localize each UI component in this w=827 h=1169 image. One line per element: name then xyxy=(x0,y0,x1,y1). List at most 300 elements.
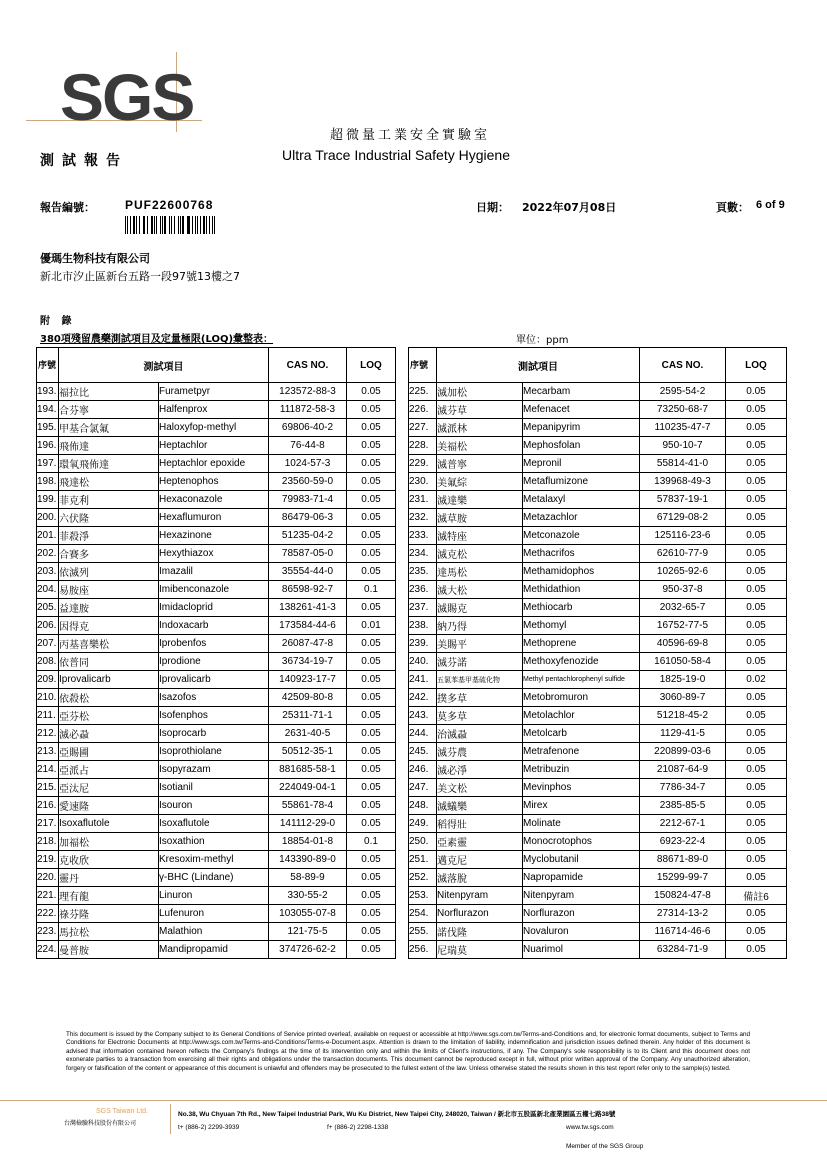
row-number: 245. xyxy=(409,743,437,761)
cas-number: 3060-89-7 xyxy=(640,689,726,707)
pesticide-table-left xyxy=(36,347,396,959)
barcode-bar xyxy=(187,216,188,234)
table-row xyxy=(37,725,396,743)
barcode-bar xyxy=(147,216,148,234)
pesticide-name-cn: 美氟綜 xyxy=(437,473,523,491)
row-number: 202. xyxy=(37,545,59,563)
table-row xyxy=(409,905,787,923)
loq-value: 0.05 xyxy=(347,779,396,797)
cas-number: 73250-68-7 xyxy=(640,401,726,419)
pesticide-name-cn: 愛速隆 xyxy=(59,797,159,815)
cas-number: 950-37-8 xyxy=(640,581,726,599)
pesticide-name-en: Metolcarb xyxy=(523,725,640,743)
table-row xyxy=(37,689,396,707)
pesticide-name-en: Iprodione xyxy=(159,653,269,671)
table-row xyxy=(37,653,396,671)
loq-value: 0.05 xyxy=(347,635,396,653)
loq-value: 0.05 xyxy=(347,671,396,689)
loq-value: 0.05 xyxy=(347,491,396,509)
row-number: 234. xyxy=(409,545,437,563)
pesticide-name-en: Isotianil xyxy=(159,779,269,797)
loq-value: 0.05 xyxy=(347,923,396,941)
row-number: 193. xyxy=(37,383,59,401)
pesticide-name-cn: 六伏隆 xyxy=(59,509,159,527)
cas-number: 27314-13-2 xyxy=(640,905,726,923)
pesticide-name-en: Heptenophos xyxy=(159,473,269,491)
row-number: 232. xyxy=(409,509,437,527)
pesticide-name-cn: 飛佈達 xyxy=(59,437,159,455)
pesticide-name-en: Mepronil xyxy=(523,455,640,473)
row-number: 255. xyxy=(409,923,437,941)
table-row xyxy=(37,635,396,653)
cas-number: 1024-57-3 xyxy=(269,455,347,473)
client-address: 新北市汐止區新台五路一段97號13樓之7 xyxy=(40,270,240,283)
table-row xyxy=(37,563,396,581)
cas-number: 1129-41-5 xyxy=(640,725,726,743)
cas-number: 78587-05-0 xyxy=(269,545,347,563)
pesticide-name-en: Isoprothiolane xyxy=(159,743,269,761)
footer-address: No.38, Wu Chyuan 7th Rd., New Taipei Industrial Park, Wu Ku District, New Taipei City, 248020, Taiwan / 新北市五股區新北產業園區五權七路38號 xyxy=(178,1111,616,1118)
table-row xyxy=(409,635,787,653)
loq-value: 0.05 xyxy=(347,401,396,419)
pesticide-name-cn: 易胺座 xyxy=(59,581,159,599)
row-number: 230. xyxy=(409,473,437,491)
pesticide-name-en: Kresoxim-methyl xyxy=(159,851,269,869)
pesticide-name-cn: 滅芬諾 xyxy=(437,653,523,671)
barcode-bar xyxy=(203,216,205,234)
loq-value: 0.1 xyxy=(347,581,396,599)
pesticide-name-cn: 亞派占 xyxy=(59,761,159,779)
pesticide-name-en: Molinate xyxy=(523,815,640,833)
cas-number: 51235-04-2 xyxy=(269,527,347,545)
loq-value: 0.05 xyxy=(347,797,396,815)
loq-value: 0.05 xyxy=(347,851,396,869)
pesticide-name-en: Metalaxyl xyxy=(523,491,640,509)
row-number: 211. xyxy=(37,707,59,725)
pesticide-name-cn: 滅達樂 xyxy=(437,491,523,509)
cas-number: 40596-69-8 xyxy=(640,635,726,653)
report-number-label: 報告編號： xyxy=(40,201,95,214)
pesticide-name-en: Methyl pentachlorophenyl sulfide xyxy=(523,671,640,689)
footer-website[interactable]: www.tw.sgs.com xyxy=(566,1124,614,1131)
pesticide-name-en: Methoprene xyxy=(523,635,640,653)
cas-number: 58-89-9 xyxy=(269,869,347,887)
pesticide-name-en: Metconazole xyxy=(523,527,640,545)
header-cas: CAS NO. xyxy=(269,348,347,383)
table-title: 380項殘留農藥測試項目及定量極限(LOQ)彙整表： xyxy=(40,334,274,345)
barcode-bar xyxy=(200,216,201,234)
cas-number: 6923-22-4 xyxy=(640,833,726,851)
barcode-bar xyxy=(206,216,207,234)
cas-number: 143390-89-0 xyxy=(269,851,347,869)
pesticide-name-en: Mevinphos xyxy=(523,779,640,797)
cas-number: 224049-04-1 xyxy=(269,779,347,797)
pesticide-name-en: Mecarbam xyxy=(523,383,640,401)
table-row xyxy=(37,815,396,833)
loq-value: 0.05 xyxy=(347,689,396,707)
row-number: 219. xyxy=(37,851,59,869)
pesticide-name-en: Hexaflumuron xyxy=(159,509,269,527)
cas-number: 138261-41-3 xyxy=(269,599,347,617)
pesticide-name-en: Monocrotophos xyxy=(523,833,640,851)
loq-value: 0.05 xyxy=(726,473,787,491)
pesticide-name-cn: Isoxaflutole xyxy=(59,815,159,833)
row-number: 208. xyxy=(37,653,59,671)
table-row xyxy=(37,671,396,689)
cas-number: 86598-92-7 xyxy=(269,581,347,599)
row-number: 201. xyxy=(37,527,59,545)
pesticide-name-en: Methoxyfenozide xyxy=(523,653,640,671)
barcode xyxy=(125,216,217,234)
loq-value: 0.05 xyxy=(726,581,787,599)
pesticide-name-cn: 美福松 xyxy=(437,437,523,455)
table-row xyxy=(37,383,396,401)
row-number: 248. xyxy=(409,797,437,815)
barcode-bar xyxy=(178,216,179,234)
row-number: 207. xyxy=(37,635,59,653)
pesticide-name-cn: 依滅列 xyxy=(59,563,159,581)
row-number: 209. xyxy=(37,671,59,689)
row-number: 237. xyxy=(409,599,437,617)
table-row xyxy=(409,617,787,635)
table-row xyxy=(37,779,396,797)
cas-number: 18854-01-8 xyxy=(269,833,347,851)
pesticide-name-en: Halfenprox xyxy=(159,401,269,419)
cas-number: 2631-40-5 xyxy=(269,725,347,743)
barcode-bar xyxy=(133,216,135,234)
cas-number: 15299-99-7 xyxy=(640,869,726,887)
pesticide-name-en: Haloxyfop-methyl xyxy=(159,419,269,437)
table-row xyxy=(409,941,787,959)
cas-number: 161050-58-4 xyxy=(640,653,726,671)
pesticide-name-cn: 邁克尼 xyxy=(437,851,523,869)
cas-number: 141112-29-0 xyxy=(269,815,347,833)
footer-fax: f+ (886-2) 2298-1338 xyxy=(327,1124,389,1131)
table-row xyxy=(37,419,396,437)
loq-value: 0.05 xyxy=(726,635,787,653)
pesticide-name-cn: 飛達松 xyxy=(59,473,159,491)
table-row xyxy=(409,653,787,671)
pesticide-table-right xyxy=(408,347,787,959)
pesticide-name-en: Norflurazon xyxy=(523,905,640,923)
table-row xyxy=(409,581,787,599)
loq-value: 0.05 xyxy=(347,527,396,545)
pesticide-name-en: Hexaconazole xyxy=(159,491,269,509)
barcode-bar xyxy=(188,216,189,234)
table-row xyxy=(37,509,396,527)
row-number: 252. xyxy=(409,869,437,887)
row-number: 217. xyxy=(37,815,59,833)
lab-name-en: Ultra Trace Industrial Safety Hygiene xyxy=(282,147,510,163)
loq-value: 0.05 xyxy=(347,941,396,959)
pesticide-name-en: Metazachlor xyxy=(523,509,640,527)
pesticide-name-en: Indoxacarb xyxy=(159,617,269,635)
loq-value: 0.05 xyxy=(347,815,396,833)
cas-number: 35554-44-0 xyxy=(269,563,347,581)
barcode-bar xyxy=(136,216,137,234)
cas-number: 140923-17-7 xyxy=(269,671,347,689)
cas-number: 125116-23-6 xyxy=(640,527,726,545)
pesticide-name-cn: 菲殺淨 xyxy=(59,527,159,545)
cas-number: 7786-34-7 xyxy=(640,779,726,797)
row-number: 253. xyxy=(409,887,437,905)
pesticide-name-cn: 滅大松 xyxy=(437,581,523,599)
loq-value: 0.05 xyxy=(726,905,787,923)
row-number: 200. xyxy=(37,509,59,527)
row-number: 212. xyxy=(37,725,59,743)
table-row xyxy=(37,455,396,473)
cas-number: 36734-19-7 xyxy=(269,653,347,671)
pesticide-name-cn: 依殺松 xyxy=(59,689,159,707)
loq-value: 0.05 xyxy=(347,437,396,455)
pesticide-name-en: Methidathion xyxy=(523,581,640,599)
table-row xyxy=(409,383,787,401)
pesticide-name-en: Mefenacet xyxy=(523,401,640,419)
table-row xyxy=(409,689,787,707)
pesticide-name-en: Hexythiazox xyxy=(159,545,269,563)
barcode-bar xyxy=(139,216,140,234)
barcode-bar xyxy=(164,216,166,234)
pesticide-name-cn: Norflurazon xyxy=(437,905,523,923)
row-number: 221. xyxy=(37,887,59,905)
pesticide-name-cn: 治滅蝨 xyxy=(437,725,523,743)
loq-value: 0.05 xyxy=(347,509,396,527)
cas-number: 86479-06-3 xyxy=(269,509,347,527)
table-row xyxy=(37,617,396,635)
cas-number: 55814-41-0 xyxy=(640,455,726,473)
row-number: 243. xyxy=(409,707,437,725)
pesticide-name-en: Mephosfolan xyxy=(523,437,640,455)
cas-number: 21087-64-9 xyxy=(640,761,726,779)
pesticide-name-cn: 克收欣 xyxy=(59,851,159,869)
loq-value: 0.05 xyxy=(726,923,787,941)
date-label: 日期： xyxy=(476,201,509,214)
page-label: 頁數： xyxy=(716,201,749,214)
pesticide-name-cn: 亞芬松 xyxy=(59,707,159,725)
loq-value: 0.05 xyxy=(347,599,396,617)
pesticide-name-cn: 莫多草 xyxy=(437,707,523,725)
pesticide-name-en: Nitenpyram xyxy=(523,887,640,905)
pesticide-name-en: Myclobutanil xyxy=(523,851,640,869)
pesticide-name-en: Isoprocarb xyxy=(159,725,269,743)
loq-value: 0.05 xyxy=(347,563,396,581)
pesticide-name-cn: 撲多草 xyxy=(437,689,523,707)
table-row xyxy=(409,599,787,617)
pesticide-name-en: Nuarimol xyxy=(523,941,640,959)
loq-value: 0.05 xyxy=(726,779,787,797)
row-number: 227. xyxy=(409,419,437,437)
row-number: 250. xyxy=(409,833,437,851)
pesticide-name-en: Isopyrazam xyxy=(159,761,269,779)
pesticide-name-cn: 滅芬草 xyxy=(437,401,523,419)
table-row xyxy=(37,491,396,509)
pesticide-name-cn: 甲基合氯氟 xyxy=(59,419,159,437)
pesticide-name-cn: 滅加松 xyxy=(437,383,523,401)
table-row xyxy=(37,581,396,599)
pesticide-name-cn: 滅特座 xyxy=(437,527,523,545)
table-row xyxy=(37,743,396,761)
loq-value: 0.05 xyxy=(726,455,787,473)
loq-value: 0.05 xyxy=(347,869,396,887)
table-row xyxy=(409,707,787,725)
cas-number: 51218-45-2 xyxy=(640,707,726,725)
pesticide-name-cn: 丙基喜樂松 xyxy=(59,635,159,653)
table-row xyxy=(409,761,787,779)
pesticide-name-cn: 滅必淨 xyxy=(437,761,523,779)
pesticide-name-cn: 滅蟻樂 xyxy=(437,797,523,815)
loq-value: 0.05 xyxy=(347,653,396,671)
table-row xyxy=(37,545,396,563)
pesticide-name-en: Metrafenone xyxy=(523,743,640,761)
row-number: 244. xyxy=(409,725,437,743)
barcode-bar xyxy=(144,216,145,234)
disclaimer-text: This document is issued by the Company subject to its General Conditions of Service printed overleaf, available on request or accessible at http://www.sgs.com.tw/Terms-and-Conditions and, for electronic format documents, subject to Terms and Conditions for Electronic Documents at http://www.sgs.com.tw/Terms-and-Conditions/Terms-e-Document.aspx. Attention is drawn to the limitation of liability, indemnification and jurisdiction issues defined therein. Any holder of this document is advised that information contained hereon reflects the Company's findings at the time of its intervention only and within the limits of Client's instructions, if any. The Company's sole responsibility is to its Client and this document does not exonerate parties to a transaction from exercising all their rights and obligations under the transaction documents. This document cannot be reproduced except in full, without prior written approval of the Company. Any unauthorized alteration, forgery or falsification of the content or appearance of this document is unlawful and offenders may be prosecuted to the fullest extent of the law. Unless otherwise stated the results shown in this test report refer only to the sample(s) tested. xyxy=(66,1031,750,1072)
cas-number: 23560-59-0 xyxy=(269,473,347,491)
cas-number: 150824-47-8 xyxy=(640,887,726,905)
row-number: 195. xyxy=(37,419,59,437)
loq-value: 0.05 xyxy=(726,797,787,815)
row-number: 233. xyxy=(409,527,437,545)
row-number: 223. xyxy=(37,923,59,941)
barcode-bar xyxy=(162,216,163,234)
pesticide-name-cn: 理有龍 xyxy=(59,887,159,905)
report-title: 測試報告 xyxy=(40,153,128,169)
barcode-bar xyxy=(127,216,128,234)
row-number: 205. xyxy=(37,599,59,617)
header-seq: 序號 xyxy=(37,348,59,383)
table-row xyxy=(37,473,396,491)
barcode-bar xyxy=(195,216,196,234)
pesticide-name-en: Hexazinone xyxy=(159,527,269,545)
cas-number: 2385-85-5 xyxy=(640,797,726,815)
cas-number: 139968-49-3 xyxy=(640,473,726,491)
table-row xyxy=(37,869,396,887)
cas-number: 220899-03-6 xyxy=(640,743,726,761)
pesticide-name-cn: 亞汰尼 xyxy=(59,779,159,797)
barcode-bar xyxy=(143,216,144,234)
row-number: 220. xyxy=(37,869,59,887)
row-number: 210. xyxy=(37,689,59,707)
pesticide-name-en: Mepanipyrim xyxy=(523,419,640,437)
appendix-label: 附 錄 xyxy=(40,316,76,327)
barcode-bar xyxy=(197,216,198,234)
table-row xyxy=(37,905,396,923)
cas-number: 2212-67-1 xyxy=(640,815,726,833)
table-row xyxy=(37,851,396,869)
pesticide-name-en: Methacrifos xyxy=(523,545,640,563)
loq-value: 0.05 xyxy=(726,437,787,455)
pesticide-name-cn: Iprovalicarb xyxy=(59,671,159,689)
row-number: 194. xyxy=(37,401,59,419)
cas-number: 950-10-7 xyxy=(640,437,726,455)
pesticide-name-en: Methiocarb xyxy=(523,599,640,617)
barcode-bar xyxy=(130,216,131,234)
pesticide-name-en: Methomyl xyxy=(523,617,640,635)
cas-number: 116714-46-6 xyxy=(640,923,726,941)
page-number: 6 of 9 xyxy=(756,199,785,211)
table-row xyxy=(37,527,396,545)
pesticide-name-cn: 美文松 xyxy=(437,779,523,797)
cas-number: 26087-47-8 xyxy=(269,635,347,653)
loq-value: 0.05 xyxy=(726,401,787,419)
table-row xyxy=(37,761,396,779)
cas-number: 374726-62-2 xyxy=(269,941,347,959)
pesticide-name-cn: 美賜平 xyxy=(437,635,523,653)
pesticide-name-cn: 福拉比 xyxy=(59,383,159,401)
loq-value: 0.05 xyxy=(726,383,787,401)
table-row xyxy=(409,887,787,905)
pesticide-name-cn: 環氧飛佈達 xyxy=(59,455,159,473)
loq-value: 0.05 xyxy=(726,743,787,761)
footer-company-en: SGS Taiwan Ltd. xyxy=(96,1108,149,1115)
pesticide-name-en: Lufenuron xyxy=(159,905,269,923)
barcode-bar xyxy=(214,216,215,234)
cas-number: 25311-71-1 xyxy=(269,707,347,725)
cas-number: 110235-47-7 xyxy=(640,419,726,437)
barcode-bar xyxy=(125,216,126,234)
barcode-bar xyxy=(174,216,175,234)
pesticide-name-cn: 靈丹 xyxy=(59,869,159,887)
loq-value: 0.05 xyxy=(726,725,787,743)
row-number: 231. xyxy=(409,491,437,509)
row-number: 251. xyxy=(409,851,437,869)
loq-value: 0.05 xyxy=(726,545,787,563)
lab-name-cn: 超微量工業安全實驗室 xyxy=(330,128,491,143)
pesticide-name-cn: 納乃得 xyxy=(437,617,523,635)
pesticide-name-cn: 諾伐隆 xyxy=(437,923,523,941)
table-row xyxy=(409,455,787,473)
loq-value: 0.1 xyxy=(347,833,396,851)
table-row xyxy=(409,869,787,887)
table-row xyxy=(37,887,396,905)
table-row xyxy=(409,725,787,743)
cas-number: 63284-71-9 xyxy=(640,941,726,959)
pesticide-name-en: Furametpyr xyxy=(159,383,269,401)
table-row xyxy=(37,923,396,941)
row-number: 213. xyxy=(37,743,59,761)
pesticide-name-cn: Nitenpyram xyxy=(437,887,523,905)
client-name: 優瑪生物科技有限公司 xyxy=(40,252,150,265)
row-number: 214. xyxy=(37,761,59,779)
pesticide-name-cn: 合賽多 xyxy=(59,545,159,563)
loq-value: 備註6 xyxy=(726,887,787,905)
row-number: 249. xyxy=(409,815,437,833)
pesticide-name-en: Iprovalicarb xyxy=(159,671,269,689)
loq-value: 0.05 xyxy=(726,509,787,527)
cas-number: 330-55-2 xyxy=(269,887,347,905)
report-date: 2022年07月08日 xyxy=(522,201,617,214)
pesticide-name-en: Metobromuron xyxy=(523,689,640,707)
table-row xyxy=(409,527,787,545)
table-row xyxy=(409,833,787,851)
pesticide-name-cn: 稻得壯 xyxy=(437,815,523,833)
loq-value: 0.05 xyxy=(347,761,396,779)
table-row xyxy=(409,923,787,941)
table-row xyxy=(37,797,396,815)
cas-number: 10265-92-6 xyxy=(640,563,726,581)
table-row xyxy=(409,743,787,761)
loq-value: 0.05 xyxy=(347,743,396,761)
pesticide-name-en: Iprobenfos xyxy=(159,635,269,653)
row-number: 254. xyxy=(409,905,437,923)
footer-company-cn: 台灣檢驗科技股份有限公司 xyxy=(64,1120,137,1127)
pesticide-name-en: Novaluron xyxy=(523,923,640,941)
loq-value: 0.02 xyxy=(726,671,787,689)
cas-number: 2032-65-7 xyxy=(640,599,726,617)
footer-tel: t+ (886-2) 2299-3939 xyxy=(178,1124,240,1131)
row-number: 240. xyxy=(409,653,437,671)
row-number: 242. xyxy=(409,689,437,707)
